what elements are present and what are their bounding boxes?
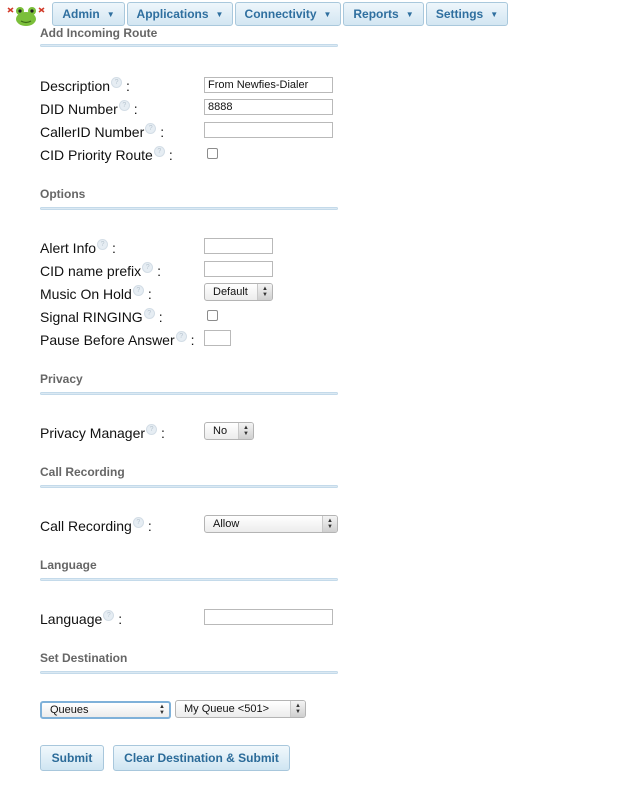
help-icon[interactable]: ? xyxy=(142,262,153,273)
music-on-hold-label: Music On Hold ? : xyxy=(40,286,152,302)
section-divider xyxy=(40,485,338,488)
did-number-label: DID Number ? : xyxy=(40,101,138,117)
cid-name-prefix-label-text: CID name prefix xyxy=(40,263,142,279)
callerid-number-input[interactable] xyxy=(204,122,333,138)
privacy-manager-select[interactable] xyxy=(204,422,254,440)
nav-applications-label: Applications xyxy=(136,7,209,21)
section-title-set-destination: Set Destination xyxy=(40,651,128,665)
description-input[interactable] xyxy=(204,77,333,93)
destination-target-select[interactable] xyxy=(175,700,306,718)
destination-target-value: My Queue <501> xyxy=(184,703,270,715)
select-arrows-icon: ▲ ▼ xyxy=(290,701,305,717)
section-title-add-incoming-route: Add Incoming Route xyxy=(40,26,158,40)
cid-name-prefix-input[interactable] xyxy=(204,261,273,277)
cid-priority-route-checkbox[interactable] xyxy=(207,148,218,159)
nav-applications[interactable] xyxy=(127,2,233,26)
select-arrows-icon: ▲ ▼ xyxy=(159,704,165,716)
section-divider xyxy=(40,207,338,210)
signal-ringing-checkbox[interactable] xyxy=(207,310,218,321)
language-label-text: Language xyxy=(40,611,103,627)
music-on-hold-value: Default xyxy=(213,286,248,298)
nav-connectivity-label: Connectivity xyxy=(244,7,317,21)
cid-priority-route-label-text: CID Priority Route xyxy=(40,147,153,163)
language-input[interactable] xyxy=(204,609,333,625)
language-label: Language ? : xyxy=(40,611,123,627)
nav-settings[interactable] xyxy=(426,2,508,26)
signal-ringing-label-text: Signal RINGING xyxy=(40,309,143,325)
section-divider xyxy=(40,671,338,674)
description-label-text: Description xyxy=(40,78,111,94)
call-recording-label: Call Recording ? : xyxy=(40,518,152,534)
privacy-manager-value: No xyxy=(213,425,228,437)
nav-settings-label: Settings xyxy=(435,7,484,21)
destination-type-select[interactable] xyxy=(40,701,171,719)
help-icon[interactable]: ? xyxy=(176,331,187,342)
caret-down-icon: ▼ xyxy=(215,9,224,19)
nav-admin[interactable] xyxy=(52,2,125,26)
nav-admin-label: Admin xyxy=(62,7,100,21)
alert-info-input[interactable] xyxy=(204,238,273,254)
help-icon[interactable]: ? xyxy=(97,239,108,250)
help-icon[interactable]: ? xyxy=(154,146,165,157)
callerid-number-label-text: CallerID Number xyxy=(40,124,145,140)
section-title-call-recording: Call Recording xyxy=(40,465,125,479)
cid-priority-route-label: CID Priority Route ? : xyxy=(40,147,173,163)
section-divider xyxy=(40,44,338,47)
caret-down-icon: ▼ xyxy=(405,9,414,19)
nav-connectivity[interactable] xyxy=(235,2,341,26)
section-title-language: Language xyxy=(40,558,97,572)
alert-info-label: Alert Info ? : xyxy=(40,240,116,256)
did-number-input[interactable] xyxy=(204,99,333,115)
callerid-number-label: CallerID Number ? : xyxy=(40,124,165,140)
help-icon[interactable]: ? xyxy=(119,100,130,111)
caret-down-icon: ▼ xyxy=(323,9,332,19)
frog-logo-icon[interactable] xyxy=(4,2,48,28)
cid-name-prefix-label: CID name prefix ? : xyxy=(40,263,162,279)
help-icon[interactable]: ? xyxy=(133,517,144,528)
music-on-hold-select[interactable] xyxy=(204,283,273,301)
pause-before-answer-label-text: Pause Before Answer xyxy=(40,332,175,348)
description-label: Description ? : xyxy=(40,78,130,94)
help-icon[interactable]: ? xyxy=(103,610,114,621)
clear-destination-submit-button[interactable]: Clear Destination & Submit xyxy=(113,745,290,771)
alert-info-label-text: Alert Info xyxy=(40,240,97,256)
caret-down-icon: ▼ xyxy=(490,9,499,19)
privacy-manager-label-text: Privacy Manager xyxy=(40,425,146,441)
call-recording-select[interactable] xyxy=(204,515,338,533)
did-number-label-text: DID Number xyxy=(40,101,118,117)
music-on-hold-label-text: Music On Hold xyxy=(40,286,132,302)
caret-down-icon: ▼ xyxy=(106,9,115,19)
submit-button[interactable]: Submit xyxy=(40,745,104,771)
destination-type-value: Queues xyxy=(50,704,89,716)
pause-before-answer-label: Pause Before Answer ? : xyxy=(40,332,195,348)
help-icon[interactable]: ? xyxy=(144,308,155,319)
call-recording-label-text: Call Recording xyxy=(40,518,132,534)
nav-reports-label: Reports xyxy=(353,7,399,21)
help-icon[interactable]: ? xyxy=(111,77,122,88)
select-arrows-icon: ▲ ▼ xyxy=(257,284,272,300)
help-icon[interactable]: ? xyxy=(145,123,156,134)
select-arrows-icon: ▲ ▼ xyxy=(238,423,253,439)
help-icon[interactable]: ? xyxy=(133,285,144,296)
call-recording-value: Allow xyxy=(213,518,240,530)
section-divider xyxy=(40,578,338,581)
privacy-manager-label: Privacy Manager ? : xyxy=(40,425,165,441)
nav-reports[interactable] xyxy=(343,2,424,26)
signal-ringing-label: Signal RINGING ? : xyxy=(40,309,163,325)
section-title-options: Options xyxy=(40,187,86,201)
section-divider xyxy=(40,392,338,395)
help-icon[interactable]: ? xyxy=(146,424,157,435)
section-title-privacy: Privacy xyxy=(40,372,83,386)
select-arrows-icon: ▲ ▼ xyxy=(322,516,337,532)
pause-before-answer-input[interactable] xyxy=(204,330,231,346)
